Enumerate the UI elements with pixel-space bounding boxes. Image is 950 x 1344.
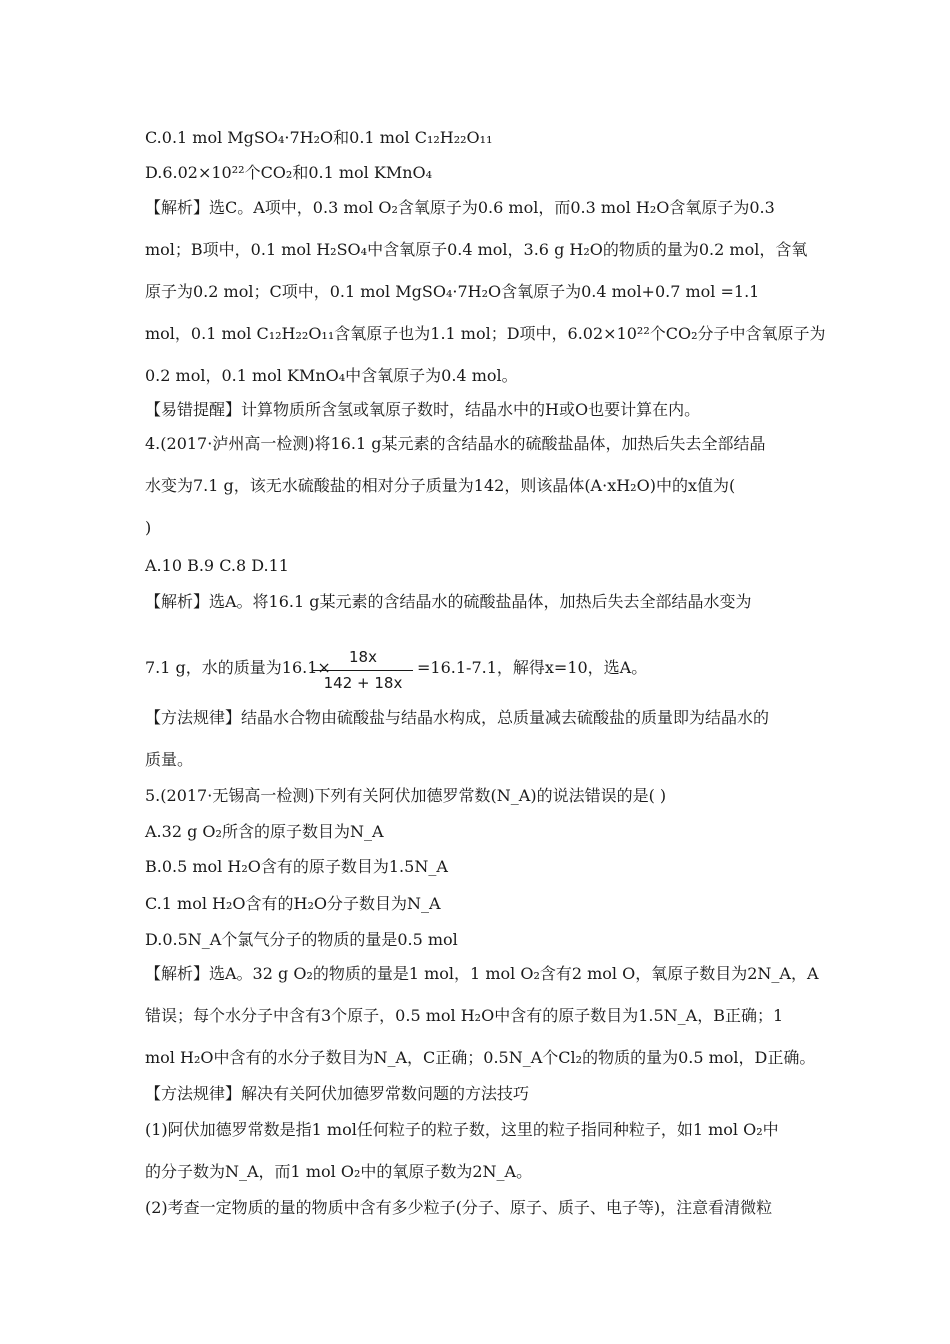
fraction-bar [313, 670, 413, 671]
error-tip: 【易错提醒】计算物质所含氢或氧原子数时，结晶水中的H或O也要计算在内。 [145, 400, 701, 419]
question-4-line-2: 水变为7.1 g，该无水硫酸盐的相对分子质量为142，则该晶体(A·xH₂O)中的x值为( [145, 476, 736, 495]
question-5: 5.(2017·无锡高一检测)下列有关阿伏加德罗常数(N_A)的说法错误的是( ) [145, 786, 667, 805]
analysis-4-line-2-post: =16.1-7.1，解得x=10，选A。 [417, 658, 648, 677]
method-rule-2-point-1-line-1: (1)阿伏加德罗常数是指1 mol任何粒子的粒子数，这里的粒子指同种粒子，如1 mol O₂中 [145, 1120, 779, 1139]
analysis-4-line-1: 【解析】选A。将16.1 g某元素的含结晶水的硫酸盐晶体，加热后失去全部结晶水变为 [145, 592, 752, 611]
method-rule-1-line-1: 【方法规律】结晶水合物由硫酸盐与结晶水构成，总质量减去硫酸盐的质量即为结晶水的 [145, 708, 770, 727]
question-4-options: A.10 B.9 C.8 D.11 [145, 556, 289, 575]
analysis-5-line-1: 【解析】选A。32 g O₂的物质的量是1 mol，1 mol O₂含有2 mol O，氧原子数目为2N_A，A [145, 964, 819, 983]
method-rule-2-title: 【方法规律】解决有关阿伏加德罗常数问题的方法技巧 [145, 1084, 530, 1103]
question-4-line-1: 4.(2017·泸州高一检测)将16.1 g某元素的含结晶水的硫酸盐晶体，加热后失去全部结晶 [145, 434, 766, 453]
question-4-line-3: ) [145, 518, 152, 537]
question-5-option-b: B.0.5 mol H₂O含有的原子数目为1.5N_A [145, 857, 448, 876]
analysis-5-line-2: 错误；每个水分子中含有3个原子，0.5 mol H₂O中含有的原子数目为1.5N_A，B正确；1 [145, 1006, 784, 1025]
question-5-option-d: D.0.5N_A个氯气分子的物质的量是0.5 mol [145, 930, 458, 949]
option-c: C.0.1 mol MgSO₄·7H₂O和0.1 mol C₁₂H₂₂O₁₁ [145, 128, 493, 147]
question-5-option-c: C.1 mol H₂O含有的H₂O分子数目为N_A [145, 894, 441, 913]
method-rule-1-line-2: 质量。 [145, 750, 194, 769]
method-rule-2-point-1-line-2: 的分子数为N_A，而1 mol O₂中的氧原子数为2N_A。 [145, 1162, 533, 1181]
analysis-5-line-3: mol H₂O中含有的水分子数目为N_A，C正确；0.5N_A个Cl₂的物质的量为0.5 mol，D正确。 [145, 1048, 816, 1067]
fraction-numerator: 18x [349, 648, 377, 666]
fraction-denominator: 142 + 18x [323, 674, 403, 692]
method-rule-2-point-2: (2)考查一定物质的量的物质中含有多少粒子(分子、原子、质子、电子等)，注意看清微粒 [145, 1198, 773, 1217]
analysis-line-4: mol，0.1 mol C₁₂H₂₂O₁₁含氧原子也为1.1 mol；D项中，6.02×10²²个CO₂分子中含氧原子为 [145, 324, 826, 343]
analysis-line-2: mol；B项中，0.1 mol H₂SO₄中含氧原子0.4 mol，3.6 g H₂O的物质的量为0.2 mol，含氧 [145, 240, 808, 259]
fraction [311, 648, 415, 692]
question-5-option-a: A.32 g O₂所含的原子数目为N_A [145, 822, 384, 841]
analysis-4-line-2-pre: 7.1 g，水的质量为16.1× [145, 658, 331, 677]
analysis-line-1: 【解析】选C。A项中，0.3 mol O₂含氧原子为0.6 mol，而0.3 mol H₂O含氧原子为0.3 [145, 198, 775, 217]
analysis-line-3: 原子为0.2 mol；C项中，0.1 mol MgSO₄·7H₂O含氧原子为0.4 mol+0.7 mol =1.1 [145, 282, 760, 301]
analysis-line-5: 0.2 mol，0.1 mol KMnO₄中含氧原子为0.4 mol。 [145, 366, 518, 385]
option-d: D.6.02×10²²个CO₂和0.1 mol KMnO₄ [145, 163, 433, 182]
